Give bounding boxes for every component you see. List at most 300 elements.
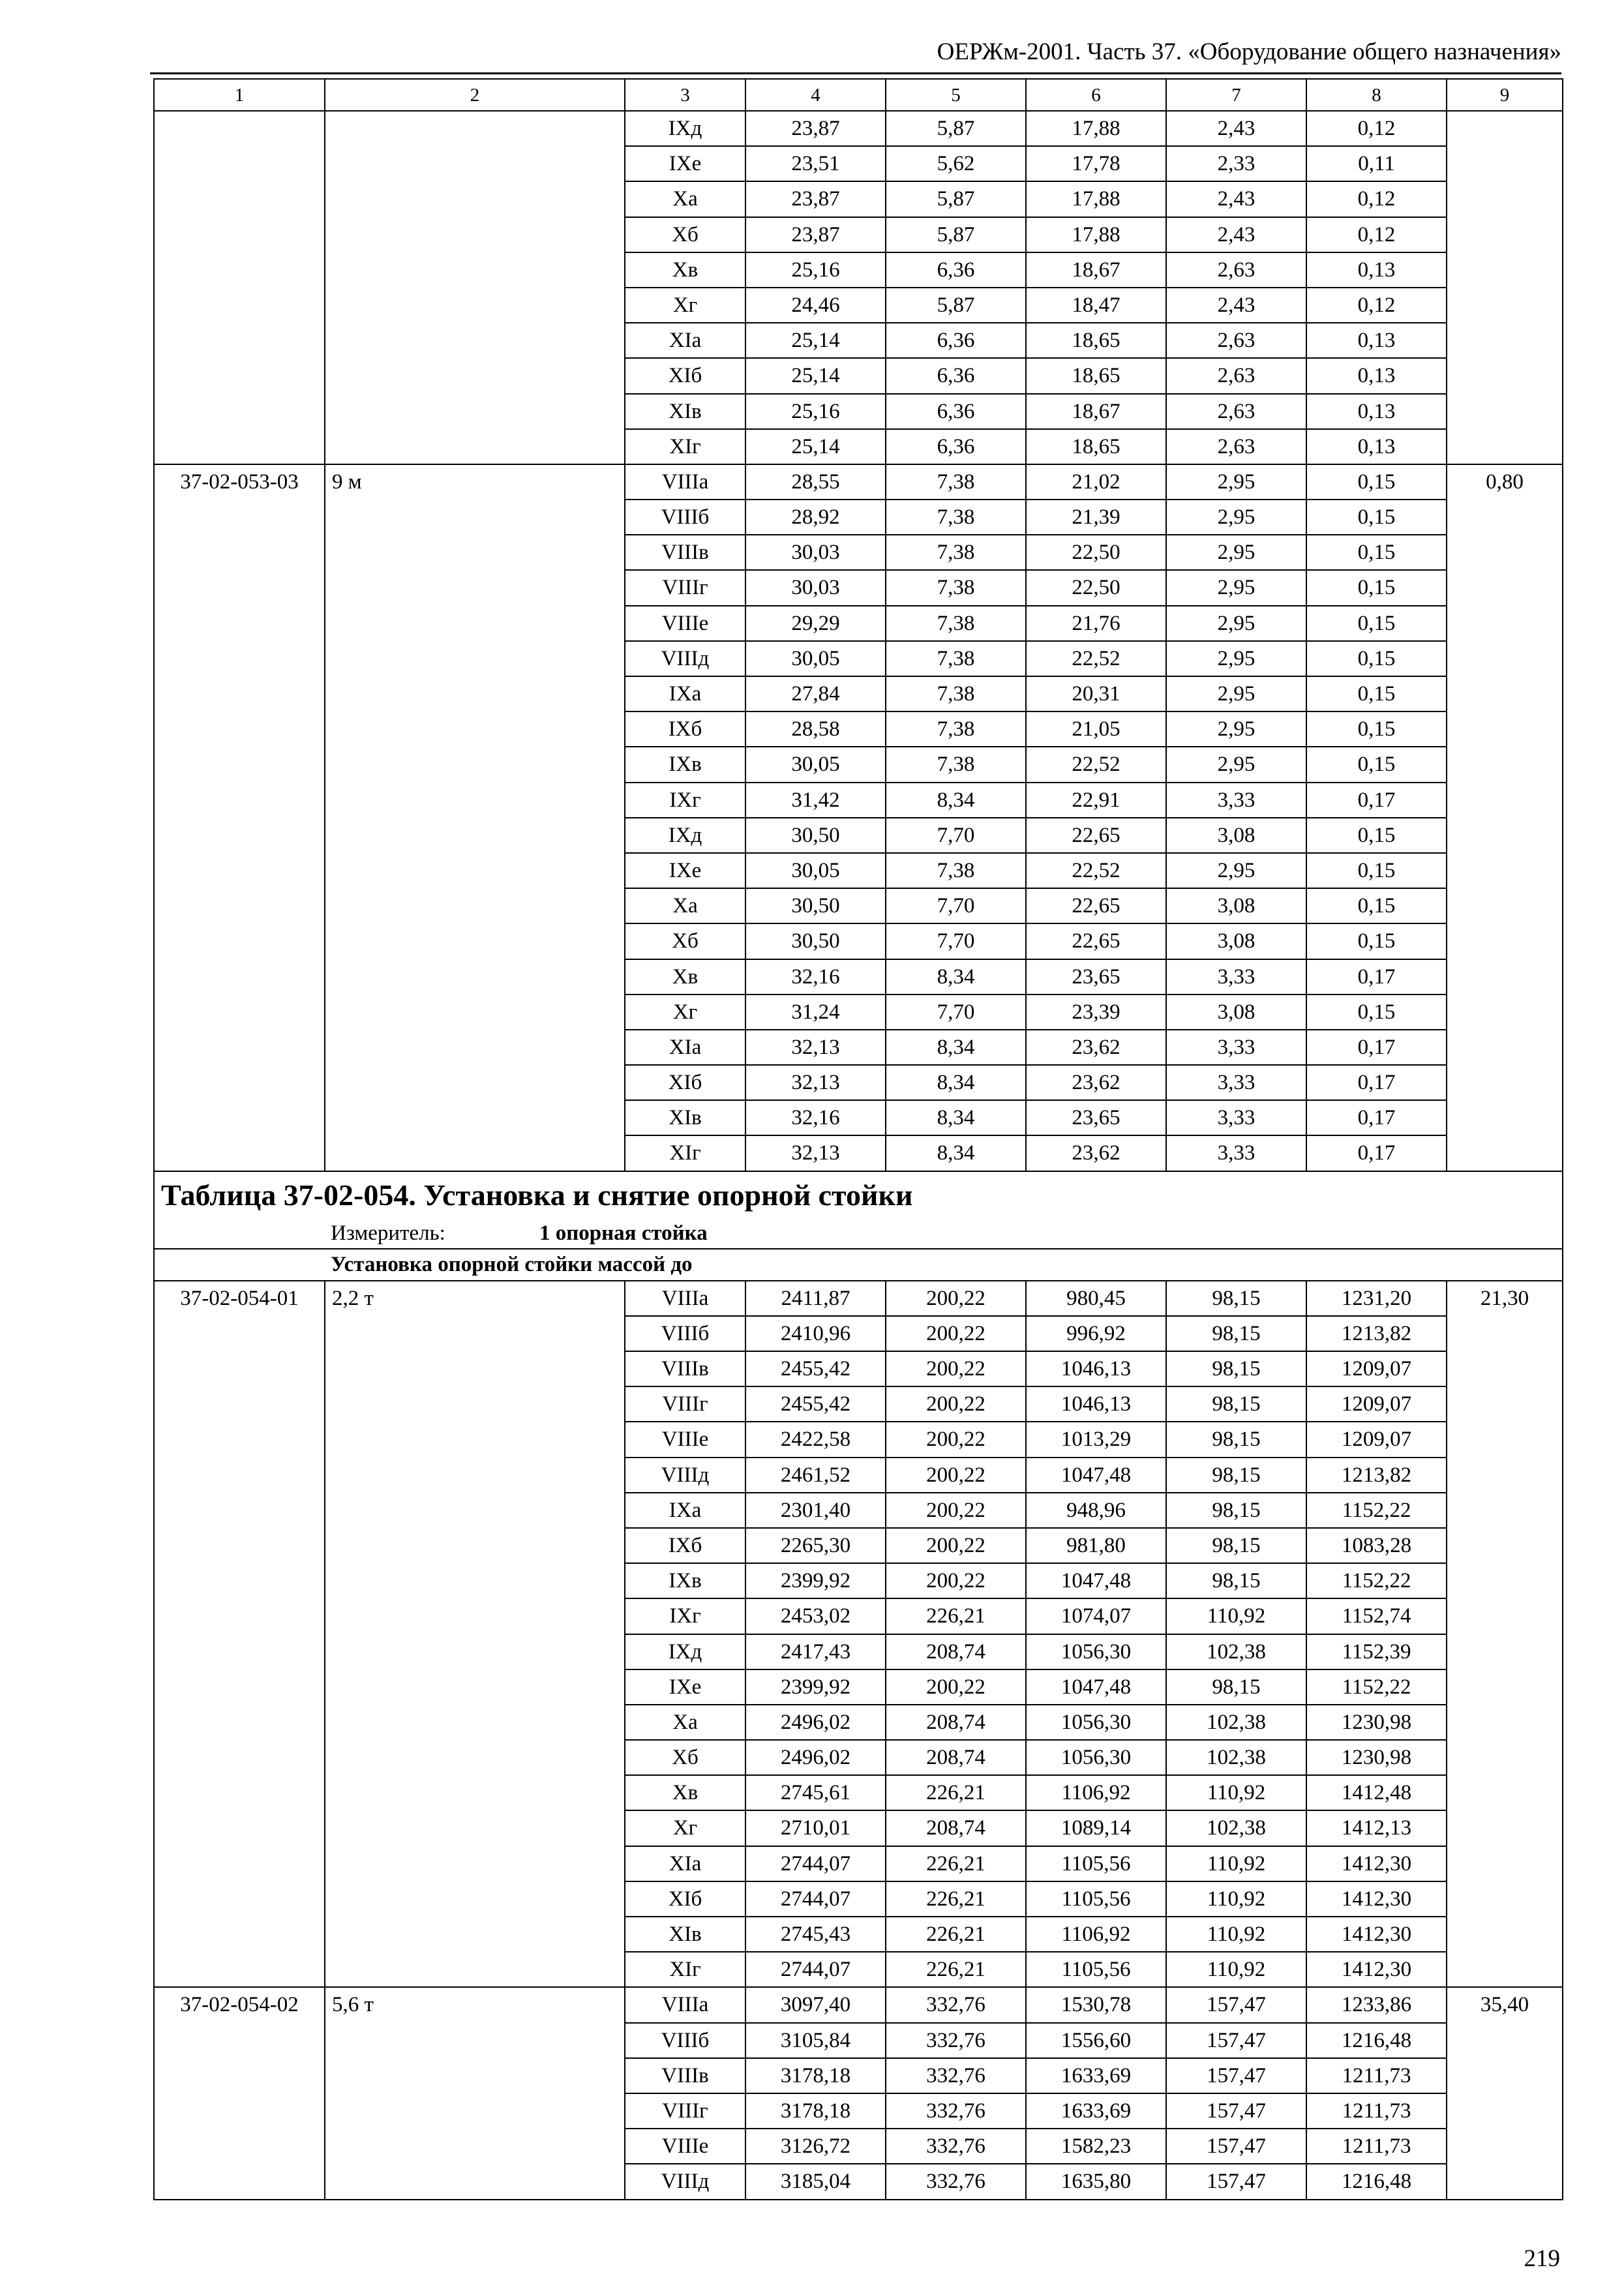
materials-cell: 0,15 xyxy=(1306,570,1447,605)
total-cost-cell: 25,14 xyxy=(745,323,886,358)
operator-wages-cell: 3,33 xyxy=(1166,1135,1306,1171)
zone-cell: Xв xyxy=(625,1775,745,1810)
wages-cell: 332,76 xyxy=(886,2093,1026,2129)
total-cost-cell: 25,14 xyxy=(745,429,886,464)
wages-cell: 7,38 xyxy=(886,711,1026,747)
operator-wages-cell: 110,92 xyxy=(1166,1952,1306,1987)
zone-cell: VIIIб xyxy=(625,2023,745,2058)
machines-cell: 18,65 xyxy=(1026,429,1166,464)
total-cost-cell: 2265,30 xyxy=(745,1528,886,1563)
materials-cell: 0,15 xyxy=(1306,711,1447,747)
subheading: Установка опорной стойки массой до xyxy=(154,1249,1563,1281)
materials-cell: 0,15 xyxy=(1306,535,1447,570)
total-cost-cell: 2455,42 xyxy=(745,1386,886,1422)
machines-cell: 1633,69 xyxy=(1026,2058,1166,2093)
total-cost-cell: 2496,02 xyxy=(745,1705,886,1740)
machines-cell: 18,65 xyxy=(1026,358,1166,393)
zone-cell: IXб xyxy=(625,1528,745,1563)
machines-cell: 22,91 xyxy=(1026,783,1166,818)
zone-cell: IXе xyxy=(625,853,745,888)
column-header: 7 xyxy=(1166,79,1306,111)
table-row xyxy=(154,111,1563,146)
rate-code-cell: 37-02-054-02 xyxy=(154,1987,325,2199)
table-title-row xyxy=(154,1171,1563,1219)
machines-cell: 22,50 xyxy=(1026,535,1166,570)
column-header: 8 xyxy=(1306,79,1447,111)
total-cost-cell: 30,05 xyxy=(745,641,886,676)
materials-cell: 0,13 xyxy=(1306,429,1447,464)
machines-cell: 1106,92 xyxy=(1026,1917,1166,1952)
wages-cell: 208,74 xyxy=(886,1740,1026,1775)
total-cost-cell: 27,84 xyxy=(745,676,886,711)
machines-cell: 22,65 xyxy=(1026,818,1166,853)
wages-cell: 200,22 xyxy=(886,1458,1026,1493)
zone-cell: VIIIв xyxy=(625,1351,745,1386)
operator-wages-cell: 2,43 xyxy=(1166,111,1306,146)
zone-cell: IXа xyxy=(625,676,745,711)
operator-wages-cell: 2,95 xyxy=(1166,853,1306,888)
materials-cell: 0,15 xyxy=(1306,888,1447,923)
materials-cell: 0,15 xyxy=(1306,747,1447,782)
rate-code-cell xyxy=(154,111,325,464)
materials-cell: 1230,98 xyxy=(1306,1705,1447,1740)
total-cost-cell: 30,50 xyxy=(745,923,886,959)
total-cost-cell: 2422,58 xyxy=(745,1422,886,1457)
total-cost-cell: 30,50 xyxy=(745,888,886,923)
total-cost-cell: 32,16 xyxy=(745,959,886,995)
total-cost-cell: 3178,18 xyxy=(745,2058,886,2093)
wages-cell: 5,87 xyxy=(886,111,1026,146)
machines-cell: 1047,48 xyxy=(1026,1563,1166,1598)
machinist-labor-cell xyxy=(1447,111,1563,464)
machines-cell: 17,88 xyxy=(1026,217,1166,252)
wages-cell: 8,34 xyxy=(886,1030,1026,1065)
materials-cell: 0,15 xyxy=(1306,923,1447,959)
operator-wages-cell: 2,63 xyxy=(1166,358,1306,393)
total-cost-cell: 25,16 xyxy=(745,394,886,429)
materials-cell: 0,17 xyxy=(1306,1135,1447,1171)
wages-cell: 8,34 xyxy=(886,783,1026,818)
wages-cell: 7,70 xyxy=(886,818,1026,853)
machines-cell: 1046,13 xyxy=(1026,1351,1166,1386)
wages-cell: 208,74 xyxy=(886,1810,1026,1846)
wages-cell: 200,22 xyxy=(886,1669,1026,1705)
wages-cell: 332,76 xyxy=(886,1987,1026,2022)
total-cost-cell: 3178,18 xyxy=(745,2093,886,2129)
materials-cell: 0,15 xyxy=(1306,818,1447,853)
machines-cell: 23,62 xyxy=(1026,1065,1166,1100)
rate-name-cell: 9 м xyxy=(325,464,625,1171)
zone-cell: VIIIе xyxy=(625,1422,745,1457)
machines-cell: 980,45 xyxy=(1026,1281,1166,1316)
total-cost-cell: 23,87 xyxy=(745,181,886,217)
machines-cell: 21,02 xyxy=(1026,464,1166,500)
wages-cell: 200,22 xyxy=(886,1316,1026,1351)
total-cost-cell: 2455,42 xyxy=(745,1351,886,1386)
wages-cell: 200,22 xyxy=(886,1351,1026,1386)
total-cost-cell: 2745,61 xyxy=(745,1775,886,1810)
zone-cell: VIIIв xyxy=(625,2058,745,2093)
machines-cell: 17,88 xyxy=(1026,181,1166,217)
materials-cell: 1213,82 xyxy=(1306,1458,1447,1493)
column-header: 6 xyxy=(1026,79,1166,111)
zone-cell: VIIIд xyxy=(625,641,745,676)
wages-cell: 200,22 xyxy=(886,1281,1026,1316)
materials-cell: 1209,07 xyxy=(1306,1422,1447,1457)
machines-cell: 22,52 xyxy=(1026,641,1166,676)
total-cost-cell: 32,13 xyxy=(745,1065,886,1100)
operator-wages-cell: 2,95 xyxy=(1166,641,1306,676)
materials-cell: 0,12 xyxy=(1306,111,1447,146)
materials-cell: 1412,48 xyxy=(1306,1775,1447,1810)
machines-cell: 22,65 xyxy=(1026,888,1166,923)
operator-wages-cell: 3,08 xyxy=(1166,995,1306,1030)
operator-wages-cell: 3,08 xyxy=(1166,888,1306,923)
zone-cell: Xв xyxy=(625,959,745,995)
operator-wages-cell: 102,38 xyxy=(1166,1705,1306,1740)
materials-cell: 1209,07 xyxy=(1306,1386,1447,1422)
wages-cell: 332,76 xyxy=(886,2023,1026,2058)
zone-cell: Xг xyxy=(625,995,745,1030)
meter-value: 1 опорная стойка xyxy=(539,1221,708,1246)
machines-cell: 20,31 xyxy=(1026,676,1166,711)
wages-cell: 208,74 xyxy=(886,1705,1026,1740)
zone-cell: VIIIд xyxy=(625,2164,745,2199)
operator-wages-cell: 2,95 xyxy=(1166,464,1306,500)
total-cost-cell: 2744,07 xyxy=(745,1952,886,1987)
operator-wages-cell: 157,47 xyxy=(1166,2093,1306,2129)
total-cost-cell: 25,16 xyxy=(745,252,886,288)
total-cost-cell: 2744,07 xyxy=(745,1846,886,1881)
operator-wages-cell: 102,38 xyxy=(1166,1740,1306,1775)
materials-cell: 0,17 xyxy=(1306,1065,1447,1100)
total-cost-cell: 2301,40 xyxy=(745,1493,886,1528)
zone-cell: Xб xyxy=(625,923,745,959)
machines-cell: 18,65 xyxy=(1026,323,1166,358)
machines-cell: 22,65 xyxy=(1026,923,1166,959)
operator-wages-cell: 3,33 xyxy=(1166,1100,1306,1135)
operator-wages-cell: 110,92 xyxy=(1166,1846,1306,1881)
zone-cell: XIг xyxy=(625,1135,745,1171)
materials-cell: 0,17 xyxy=(1306,1030,1447,1065)
operator-wages-cell: 2,95 xyxy=(1166,500,1306,535)
zone-cell: XIб xyxy=(625,1881,745,1917)
zone-cell: IXе xyxy=(625,1669,745,1705)
column-number-row xyxy=(154,79,1563,111)
total-cost-cell: 30,03 xyxy=(745,535,886,570)
subheading-row xyxy=(154,1249,1563,1281)
operator-wages-cell: 98,15 xyxy=(1166,1458,1306,1493)
wages-cell: 8,34 xyxy=(886,1135,1026,1171)
wages-cell: 5,62 xyxy=(886,146,1026,181)
wages-cell: 332,76 xyxy=(886,2129,1026,2164)
zone-cell: Xа xyxy=(625,888,745,923)
total-cost-cell: 31,42 xyxy=(745,783,886,818)
materials-cell: 0,15 xyxy=(1306,853,1447,888)
wages-cell: 332,76 xyxy=(886,2164,1026,2199)
total-cost-cell: 3185,04 xyxy=(745,2164,886,2199)
zone-cell: VIIIа xyxy=(625,464,745,500)
materials-cell: 1216,48 xyxy=(1306,2164,1447,2199)
materials-cell: 1152,22 xyxy=(1306,1493,1447,1528)
wages-cell: 200,22 xyxy=(886,1528,1026,1563)
zone-cell: XIв xyxy=(625,1917,745,1952)
wages-cell: 208,74 xyxy=(886,1634,1026,1669)
materials-cell: 1209,07 xyxy=(1306,1351,1447,1386)
operator-wages-cell: 102,38 xyxy=(1166,1634,1306,1669)
wages-cell: 6,36 xyxy=(886,358,1026,393)
materials-cell: 1412,30 xyxy=(1306,1881,1447,1917)
zone-cell: Xб xyxy=(625,1740,745,1775)
total-cost-cell: 2710,01 xyxy=(745,1810,886,1846)
zone-cell: XIа xyxy=(625,323,745,358)
total-cost-cell: 3097,40 xyxy=(745,1987,886,2022)
wages-cell: 226,21 xyxy=(886,1775,1026,1810)
machines-cell: 21,39 xyxy=(1026,500,1166,535)
operator-wages-cell: 2,33 xyxy=(1166,146,1306,181)
operator-wages-cell: 110,92 xyxy=(1166,1598,1306,1634)
machines-cell: 23,39 xyxy=(1026,995,1166,1030)
zone-cell: XIв xyxy=(625,394,745,429)
operator-wages-cell: 98,15 xyxy=(1166,1669,1306,1705)
zone-cell: XIб xyxy=(625,358,745,393)
total-cost-cell: 23,51 xyxy=(745,146,886,181)
wages-cell: 6,36 xyxy=(886,429,1026,464)
materials-cell: 1412,13 xyxy=(1306,1810,1447,1846)
column-header: 3 xyxy=(625,79,745,111)
materials-cell: 1152,22 xyxy=(1306,1669,1447,1705)
meter-label: Измеритель: xyxy=(331,1221,445,1246)
machines-cell: 1047,48 xyxy=(1026,1669,1166,1705)
total-cost-cell: 30,05 xyxy=(745,853,886,888)
machines-cell: 18,47 xyxy=(1026,288,1166,323)
zone-cell: Xа xyxy=(625,181,745,217)
machines-cell: 1105,56 xyxy=(1026,1952,1166,1987)
total-cost-cell: 2399,92 xyxy=(745,1563,886,1598)
total-cost-cell: 2417,43 xyxy=(745,1634,886,1669)
column-header: 4 xyxy=(745,79,886,111)
machines-cell: 1046,13 xyxy=(1026,1386,1166,1422)
operator-wages-cell: 2,95 xyxy=(1166,570,1306,605)
operator-wages-cell: 2,43 xyxy=(1166,217,1306,252)
zone-cell: IXг xyxy=(625,1598,745,1634)
zone-cell: IXв xyxy=(625,747,745,782)
operator-wages-cell: 98,15 xyxy=(1166,1351,1306,1386)
zone-cell: IXе xyxy=(625,146,745,181)
machines-cell: 22,52 xyxy=(1026,747,1166,782)
wages-cell: 5,87 xyxy=(886,288,1026,323)
zone-cell: VIIIб xyxy=(625,1316,745,1351)
zone-cell: XIв xyxy=(625,1100,745,1135)
operator-wages-cell: 157,47 xyxy=(1166,2164,1306,2199)
zone-cell: XIб xyxy=(625,1065,745,1100)
total-cost-cell: 32,13 xyxy=(745,1135,886,1171)
total-cost-cell: 32,13 xyxy=(745,1030,886,1065)
meter-row xyxy=(154,1219,1563,1249)
wages-cell: 8,34 xyxy=(886,959,1026,995)
materials-cell: 0,13 xyxy=(1306,358,1447,393)
wages-cell: 6,36 xyxy=(886,323,1026,358)
zone-cell: VIIIв xyxy=(625,535,745,570)
wages-cell: 8,34 xyxy=(886,1065,1026,1100)
column-header: 1 xyxy=(154,79,325,111)
wages-cell: 7,38 xyxy=(886,747,1026,782)
machines-cell: 17,78 xyxy=(1026,146,1166,181)
total-cost-cell: 28,58 xyxy=(745,711,886,747)
operator-wages-cell: 2,95 xyxy=(1166,535,1306,570)
wages-cell: 200,22 xyxy=(886,1563,1026,1598)
machines-cell: 948,96 xyxy=(1026,1493,1166,1528)
machines-cell: 1056,30 xyxy=(1026,1705,1166,1740)
wages-cell: 7,38 xyxy=(886,535,1026,570)
materials-cell: 0,15 xyxy=(1306,464,1447,500)
materials-cell: 1211,73 xyxy=(1306,2129,1447,2164)
operator-wages-cell: 157,47 xyxy=(1166,2129,1306,2164)
column-header: 2 xyxy=(325,79,625,111)
header-rule xyxy=(150,72,1561,74)
machines-cell: 1013,29 xyxy=(1026,1422,1166,1457)
materials-cell: 1152,22 xyxy=(1306,1563,1447,1598)
materials-cell: 1083,28 xyxy=(1306,1528,1447,1563)
rate-code-cell: 37-02-053-03 xyxy=(154,464,325,1171)
total-cost-cell: 2744,07 xyxy=(745,1881,886,1917)
zone-cell: VIIIг xyxy=(625,1386,745,1422)
operator-wages-cell: 2,63 xyxy=(1166,394,1306,429)
materials-cell: 1213,82 xyxy=(1306,1316,1447,1351)
operator-wages-cell: 2,95 xyxy=(1166,676,1306,711)
total-cost-cell: 28,55 xyxy=(745,464,886,500)
materials-cell: 1230,98 xyxy=(1306,1740,1447,1775)
machines-cell: 1074,07 xyxy=(1026,1598,1166,1634)
total-cost-cell: 2461,52 xyxy=(745,1458,886,1493)
machines-cell: 22,52 xyxy=(1026,853,1166,888)
zone-cell: Xг xyxy=(625,1810,745,1846)
total-cost-cell: 25,14 xyxy=(745,358,886,393)
operator-wages-cell: 2,95 xyxy=(1166,606,1306,641)
machines-cell: 1047,48 xyxy=(1026,1458,1166,1493)
machines-cell: 18,67 xyxy=(1026,252,1166,288)
wages-cell: 6,36 xyxy=(886,252,1026,288)
operator-wages-cell: 2,43 xyxy=(1166,288,1306,323)
operator-wages-cell: 157,47 xyxy=(1166,2058,1306,2093)
total-cost-cell: 2453,02 xyxy=(745,1598,886,1634)
wages-cell: 226,21 xyxy=(886,1598,1026,1634)
table-body xyxy=(154,79,1563,2200)
zone-cell: Xа xyxy=(625,1705,745,1740)
zone-cell: VIIIе xyxy=(625,606,745,641)
machines-cell: 23,65 xyxy=(1026,959,1166,995)
zone-cell: IXд xyxy=(625,1634,745,1669)
materials-cell: 0,15 xyxy=(1306,500,1447,535)
machines-cell: 1056,30 xyxy=(1026,1634,1166,1669)
operator-wages-cell: 157,47 xyxy=(1166,2023,1306,2058)
machines-cell: 18,67 xyxy=(1026,394,1166,429)
wages-cell: 6,36 xyxy=(886,394,1026,429)
operator-wages-cell: 110,92 xyxy=(1166,1775,1306,1810)
wages-cell: 7,70 xyxy=(886,888,1026,923)
operator-wages-cell: 2,63 xyxy=(1166,323,1306,358)
wages-cell: 226,21 xyxy=(886,1881,1026,1917)
zone-cell: IXд xyxy=(625,111,745,146)
column-header: 9 xyxy=(1447,79,1563,111)
total-cost-cell: 2745,43 xyxy=(745,1917,886,1952)
materials-cell: 1211,73 xyxy=(1306,2058,1447,2093)
materials-cell: 0,12 xyxy=(1306,217,1447,252)
wages-cell: 7,38 xyxy=(886,500,1026,535)
wages-cell: 5,87 xyxy=(886,181,1026,217)
wages-cell: 226,21 xyxy=(886,1846,1026,1881)
machines-cell: 1056,30 xyxy=(1026,1740,1166,1775)
machines-cell: 1556,60 xyxy=(1026,2023,1166,2058)
materials-cell: 1412,30 xyxy=(1306,1846,1447,1881)
machines-cell: 981,80 xyxy=(1026,1528,1166,1563)
wages-cell: 200,22 xyxy=(886,1422,1026,1457)
total-cost-cell: 30,50 xyxy=(745,818,886,853)
materials-cell: 0,13 xyxy=(1306,394,1447,429)
operator-wages-cell: 98,15 xyxy=(1166,1563,1306,1598)
operator-wages-cell: 2,95 xyxy=(1166,711,1306,747)
zone-cell: XIа xyxy=(625,1030,745,1065)
materials-cell: 0,17 xyxy=(1306,1100,1447,1135)
zone-cell: VIIIг xyxy=(625,570,745,605)
rates-table xyxy=(153,78,1563,2200)
materials-cell: 0,17 xyxy=(1306,783,1447,818)
materials-cell: 1211,73 xyxy=(1306,2093,1447,2129)
zone-cell: Xб xyxy=(625,217,745,252)
wages-cell: 226,21 xyxy=(886,1917,1026,1952)
total-cost-cell: 32,16 xyxy=(745,1100,886,1135)
operator-wages-cell: 3,33 xyxy=(1166,959,1306,995)
total-cost-cell: 3105,84 xyxy=(745,2023,886,2058)
wages-cell: 7,70 xyxy=(886,995,1026,1030)
table-row xyxy=(154,1281,1563,1316)
zone-cell: IXг xyxy=(625,783,745,818)
materials-cell: 1231,20 xyxy=(1306,1281,1447,1316)
table-row xyxy=(154,464,1563,500)
machinist-labor-cell: 21,30 xyxy=(1447,1281,1563,1988)
wages-cell: 200,22 xyxy=(886,1493,1026,1528)
total-cost-cell: 2411,87 xyxy=(745,1281,886,1316)
zone-cell: IXа xyxy=(625,1493,745,1528)
materials-cell: 0,15 xyxy=(1306,606,1447,641)
materials-cell: 0,15 xyxy=(1306,995,1447,1030)
wages-cell: 226,21 xyxy=(886,1952,1026,1987)
machinist-labor-cell: 35,40 xyxy=(1447,1987,1563,2199)
wages-cell: 7,38 xyxy=(886,464,1026,500)
operator-wages-cell: 3,33 xyxy=(1166,1065,1306,1100)
total-cost-cell: 2399,92 xyxy=(745,1669,886,1705)
materials-cell: 1412,30 xyxy=(1306,1952,1447,1987)
zone-cell: Xв xyxy=(625,252,745,288)
zone-cell: Xг xyxy=(625,288,745,323)
operator-wages-cell: 98,15 xyxy=(1166,1316,1306,1351)
operator-wages-cell: 98,15 xyxy=(1166,1422,1306,1457)
machines-cell: 1105,56 xyxy=(1026,1881,1166,1917)
total-cost-cell: 30,05 xyxy=(745,747,886,782)
wages-cell: 200,22 xyxy=(886,1386,1026,1422)
total-cost-cell: 23,87 xyxy=(745,111,886,146)
table-row xyxy=(154,1987,1563,2022)
column-header: 5 xyxy=(886,79,1026,111)
total-cost-cell: 3126,72 xyxy=(745,2129,886,2164)
operator-wages-cell: 98,15 xyxy=(1166,1493,1306,1528)
wages-cell: 7,38 xyxy=(886,641,1026,676)
materials-cell: 1233,86 xyxy=(1306,1987,1447,2022)
materials-cell: 0,15 xyxy=(1306,641,1447,676)
machines-cell: 1582,23 xyxy=(1026,2129,1166,2164)
machines-cell: 1089,14 xyxy=(1026,1810,1166,1846)
zone-cell: VIIIа xyxy=(625,1281,745,1316)
